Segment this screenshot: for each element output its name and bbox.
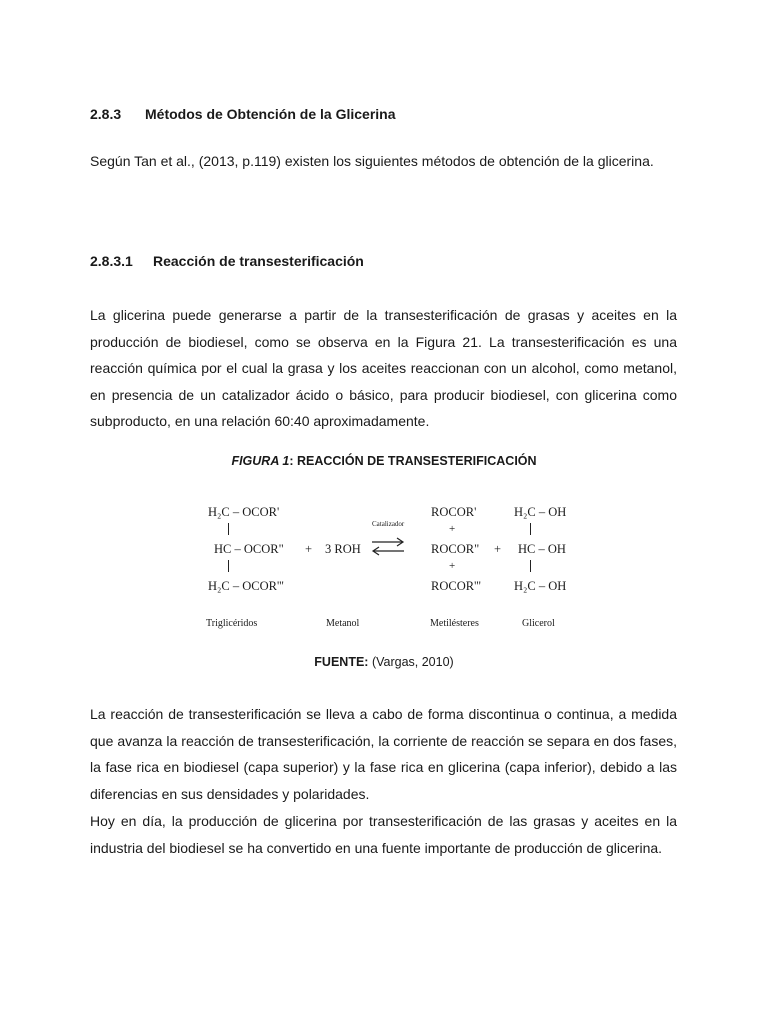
reaction-figure (200, 500, 580, 640)
label-glicerol: Glicerol (522, 618, 555, 629)
figure-source (0, 655, 768, 669)
subsection-number: 2.8.3.1 (90, 253, 133, 269)
triglyceride-line-1: H₂C – OCOR' (208, 505, 280, 519)
triglyceride-line-2: HC – OCOR" (214, 542, 284, 556)
label-metilesteres: Metilésteres (430, 618, 479, 629)
section-number: 2.8.3 (90, 106, 122, 122)
triglyceride-line-3: H₂C – OCOR''' (208, 579, 284, 593)
section-heading (90, 106, 396, 122)
source-label: FUENTE: (314, 655, 369, 669)
subsection-heading (90, 253, 364, 269)
ester-line-2: ROCOR" (431, 542, 480, 556)
glycerol-line-1: H₂C – OH (514, 505, 567, 519)
plus-sign: + (449, 523, 456, 535)
section-title: Métodos de Obtención de la Glicerina (145, 106, 396, 122)
bond-line (530, 523, 531, 535)
plus-sign: + (494, 542, 502, 556)
glycerol-line-2: HC – OH (518, 542, 566, 556)
source-text: (Vargas, 2010) (368, 655, 454, 669)
equilibrium-arrows-icon (370, 536, 406, 558)
paragraph-transesterification: La glicerina puede generarse a partir de la transesterificación de grasas y aceites en la producción de biodiesel, como se observa en la Figura 21. La transesterificación es una reacción química por el cual la grasa y los aceites reaccionan con un alcohol, como metanol, en presencia de un catalizador ácido o básico, para producir biodiesel, con glicerina como subproducto, en una relación 60:40 aproximadamente. (90, 307, 677, 429)
glycerol-line-3: H₂C – OH (514, 579, 567, 593)
paragraph-industry: Hoy en día, la producción de glicerina por transesterificación de las grasas y aceites en la industria del biodiesel se ha convertido en una fuente importante de producción de glicerina. (90, 813, 677, 856)
intro-paragraph: Según Tan et al., (2013, p.119) existen los siguientes métodos de obtención de la glicerina. (90, 153, 654, 169)
figure-caption (0, 454, 768, 468)
bond-line (530, 560, 531, 572)
label-metanol: Metanol (326, 618, 360, 629)
ester-line-1: ROCOR' (431, 505, 477, 519)
catalyst-label: Catalizador (372, 520, 405, 528)
label-trigliceridos: Triglicéridos (206, 618, 258, 629)
paragraph-phases: La reacción de transesterificación se lleva a cabo de forma discontinua o continua, a medida que avanza la reacción de transesterificación, la corriente de reacción se separa en dos fases, la fase rica en biodiesel (capa superior) y la fase rica en glicerina (capa inferior), debido a las diferencias en sus densidades y polaridades. (90, 706, 677, 802)
figure-caption-label: FIGURA 1 (231, 454, 290, 468)
subsection-title: Reacción de transesterificación (153, 253, 364, 269)
bond-line (228, 560, 229, 572)
plus-sign: + (449, 560, 456, 572)
bond-line (228, 523, 229, 535)
plus-sign: + (305, 542, 313, 556)
methanol-formula: 3 ROH (325, 542, 361, 556)
ester-line-3: ROCOR''' (431, 579, 481, 593)
figure-caption-title: : REACCIÓN DE TRANSESTERIFICACIÓN (289, 454, 537, 468)
